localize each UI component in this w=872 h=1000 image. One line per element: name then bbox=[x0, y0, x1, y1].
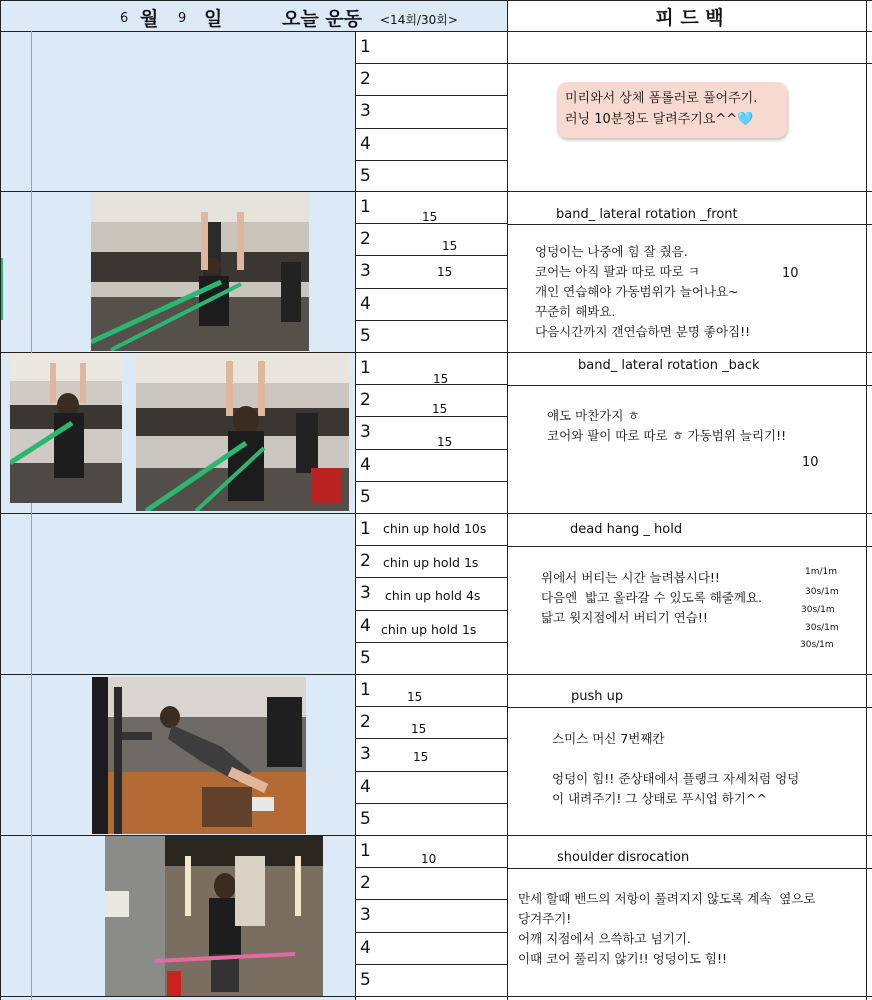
set-value: 15 bbox=[413, 750, 429, 764]
day-value: 9 bbox=[178, 11, 187, 26]
set-value: 15 bbox=[442, 239, 458, 253]
exercise-name: push up bbox=[571, 689, 624, 704]
set-number: 2 bbox=[360, 390, 371, 410]
photo-band-back-1 bbox=[10, 353, 122, 503]
set-number: 5 bbox=[360, 326, 371, 346]
photo-push-up bbox=[92, 677, 306, 834]
exercise-name: band_ lateral rotation _back bbox=[578, 358, 760, 373]
date-header bbox=[0, 0, 507, 31]
extra-value: 10 bbox=[782, 266, 799, 281]
set-number: 4 bbox=[360, 455, 371, 475]
time-value: 30s/1m bbox=[801, 605, 835, 615]
day-label: 일 bbox=[204, 8, 223, 30]
time-value: 1m/1m bbox=[805, 567, 838, 577]
set-value: chin up hold 10s bbox=[383, 521, 487, 536]
set-number: 2 bbox=[360, 873, 371, 893]
set-number: 1 bbox=[360, 197, 371, 217]
set-value: chin up hold 4s bbox=[385, 588, 481, 603]
set-number: 5 bbox=[360, 487, 371, 507]
time-value: 30s/1m bbox=[805, 587, 839, 597]
set-number: 2 bbox=[360, 712, 371, 732]
set-number: 4 bbox=[360, 938, 371, 958]
warmup-note bbox=[557, 82, 787, 138]
set-number: 5 bbox=[360, 166, 371, 186]
feedback-text: 엉덩이는 나중에 힘 잘 줬음. 코어는 아직 팔과 따로 따로 ㅋ 개인 연습해야 가동범위가 늘어나요~ 꾸준히 해봐요. 다음시간까지 갠연습하면 분명 좋아짐!! bbox=[535, 244, 751, 339]
photo-band-back-2 bbox=[136, 353, 349, 511]
set-value: 15 bbox=[432, 402, 448, 416]
set-value: 15 bbox=[422, 210, 438, 224]
set-number: 5 bbox=[360, 809, 371, 829]
extra-value: 10 bbox=[802, 455, 819, 470]
month-label: 월 bbox=[140, 8, 159, 30]
photo-band-front bbox=[91, 192, 309, 351]
set-number: 3 bbox=[360, 905, 371, 925]
set-number: 4 bbox=[360, 616, 371, 636]
feedback-text: 얘도 마찬가지 ㅎ 코어와 팔이 따로 따로 ㅎ 가동범위 늘리기!! bbox=[547, 408, 787, 443]
set-number: 1 bbox=[360, 841, 371, 861]
left-strip bbox=[0, 31, 31, 1000]
set-value: 15 bbox=[437, 265, 453, 279]
warmup-note-text: 미리와서 상체 폼롤러로 풀어주기. 러닝 10분정도 달려주기요^^ bbox=[565, 91, 758, 127]
time-value: 30s/1m bbox=[800, 640, 834, 650]
set-number: 2 bbox=[360, 229, 371, 249]
set-number: 3 bbox=[360, 261, 371, 281]
set-value: 15 bbox=[407, 690, 423, 704]
set-number: 2 bbox=[360, 551, 371, 571]
set-number: 3 bbox=[360, 422, 371, 442]
set-number: 4 bbox=[360, 134, 371, 154]
set-number: 1 bbox=[360, 680, 371, 700]
set-value: chin up hold 1s bbox=[381, 622, 477, 637]
set-number: 1 bbox=[360, 519, 371, 539]
photo-shoulder-dislocation bbox=[105, 836, 323, 996]
set-value: 10 bbox=[421, 852, 437, 866]
set-value: chin up hold 1s bbox=[383, 555, 479, 570]
set-value: 15 bbox=[411, 722, 427, 736]
feedback-text: 스미스 머신 7번째칸 엉덩이 힘!! 준상태에서 플랭크 자세처럼 엉덩 이 내려주기! 그 상태로 푸시업 하기^^ bbox=[552, 731, 800, 806]
feedback-title: 피 드 백 bbox=[655, 7, 724, 29]
heart-icon: 🩵 bbox=[737, 112, 754, 127]
month-value: 6 bbox=[120, 11, 129, 26]
set-number: 1 bbox=[360, 37, 371, 57]
set-number: 5 bbox=[360, 648, 371, 668]
set-number: 4 bbox=[360, 294, 371, 314]
set-value: 15 bbox=[433, 372, 449, 386]
feedback-text: 위에서 버티는 시간 늘려봅시다!! 다음엔 밟고 올라갈 수 있도록 해줄께요. 닯고 윗지점에서 버티기 연습!! bbox=[541, 570, 763, 625]
set-number: 5 bbox=[360, 970, 371, 990]
set-value: 15 bbox=[437, 435, 453, 449]
set-number: 3 bbox=[360, 744, 371, 764]
exercise-name: band_ lateral rotation _front bbox=[556, 207, 738, 222]
set-number: 3 bbox=[360, 101, 371, 121]
exercise-name: dead hang _ hold bbox=[570, 522, 683, 537]
time-value: 30s/1m bbox=[805, 623, 839, 633]
set-number: 3 bbox=[360, 583, 371, 603]
set-number: 4 bbox=[360, 777, 371, 797]
set-number: 1 bbox=[360, 358, 371, 378]
page-title: 오늘 운동 bbox=[282, 8, 363, 30]
session-count: <14회/30회> bbox=[380, 13, 458, 27]
set-number: 2 bbox=[360, 69, 371, 89]
feedback-text: 만세 할때 밴드의 저항이 풀려지지 않도록 계속 옆으로 당겨주기! 어깨 지점에서 으쓱하고 넘기기. 이때 코어 풀리지 않기!! 엉덩이도 힘!! bbox=[518, 891, 816, 966]
exercise-name: shoulder disrocation bbox=[557, 850, 690, 865]
